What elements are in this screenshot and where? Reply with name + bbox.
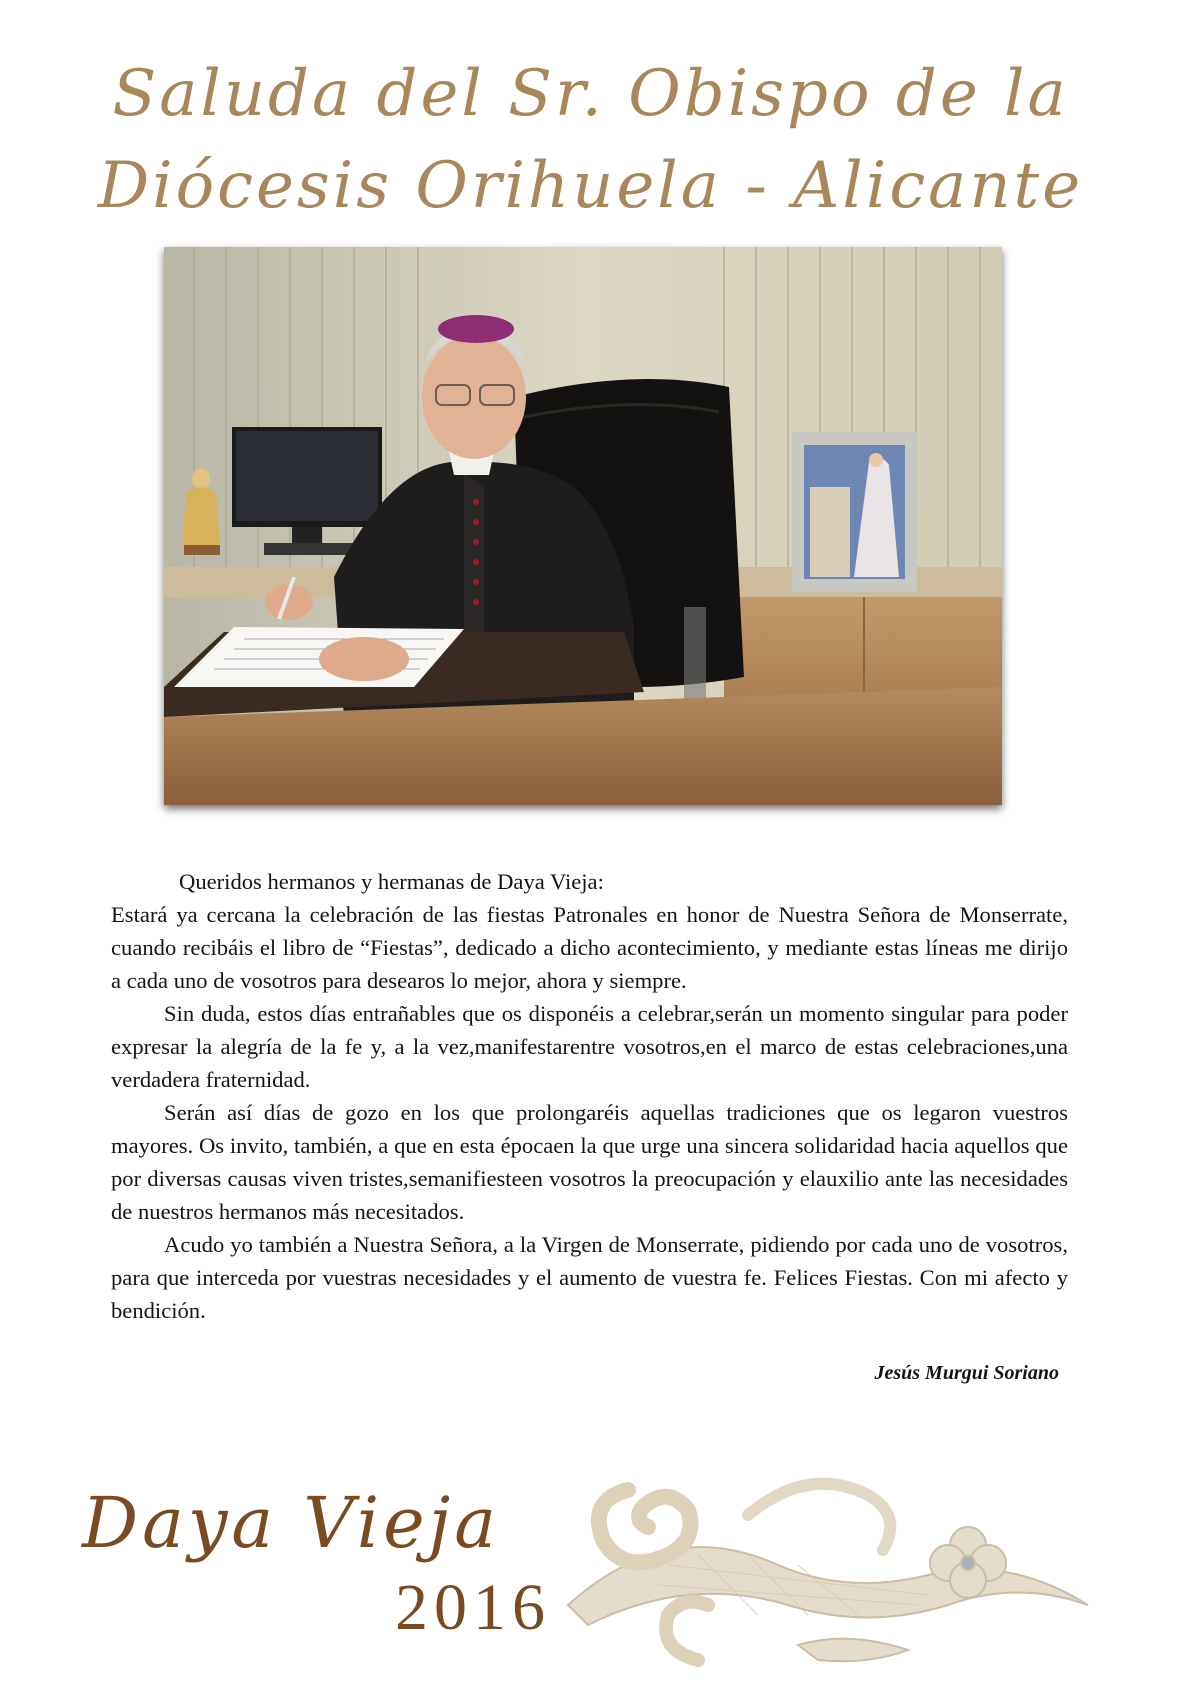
letter-paragraph-2: Sin duda, estos días entrañables que os disponéis a celebrar,serán un momento singular para poder expresar la alegría de la fe y, a la vez,manifestarentre vosotros,en el marco de estas celebraciones,una verdadera fraternidad.: [111, 1001, 1068, 1092]
letter-signature: Jesús Murgui Soriano: [874, 1362, 1059, 1384]
letter-body: [111, 865, 1068, 1327]
footer-year: 2016: [395, 1571, 551, 1644]
letter-paragraph-1: Estará ya cercana la celebración de las fiestas Patronales en honor de Nuestra Señora de Monserrate, cuando recibáis el libro de “Fiestas”, dedicado a dicho acontecimiento, y mediante estas líneas me dirijo a cada uno de vosotros para desearos lo mejor, ahora y siempre.: [111, 902, 1068, 993]
letter-paragraph-4: Acudo yo también a Nuestra Señora, a la Virgen de Monserrate, pidiendo por cada uno de vosotros, para que interceda por vuestras necesidades y el aumento de vuestra fe. Felices Fiestas. Con mi afecto y bendición.: [111, 1232, 1068, 1323]
page-title: [0, 48, 1181, 232]
lace-ornament-icon: [548, 1455, 1108, 1687]
page-title-line-1: Saluda del Sr. Obispo de la: [112, 57, 1069, 131]
page-title-line-2: Diócesis Orihuela - Alicante: [97, 149, 1084, 223]
bishop-photo: [164, 247, 1002, 805]
letter-paragraph-3: Serán así días de gozo en los que prolongaréis aquellas tradiciones que os legaron vuestros mayores. Os invito, también, a que en esta épocaen la que urge una sincera solidaridad hacia aquellos que por diversas causas viven tristes,semanifiesteen vosotros la preocupación y elauxilio ante las necesidades de nuestros hermanos más necesitados.: [111, 1100, 1068, 1224]
letter-greeting: Queridos hermanos y hermanas de Daya Vieja:: [179, 869, 604, 894]
footer-town-name: Daya Vieja: [82, 1482, 500, 1564]
